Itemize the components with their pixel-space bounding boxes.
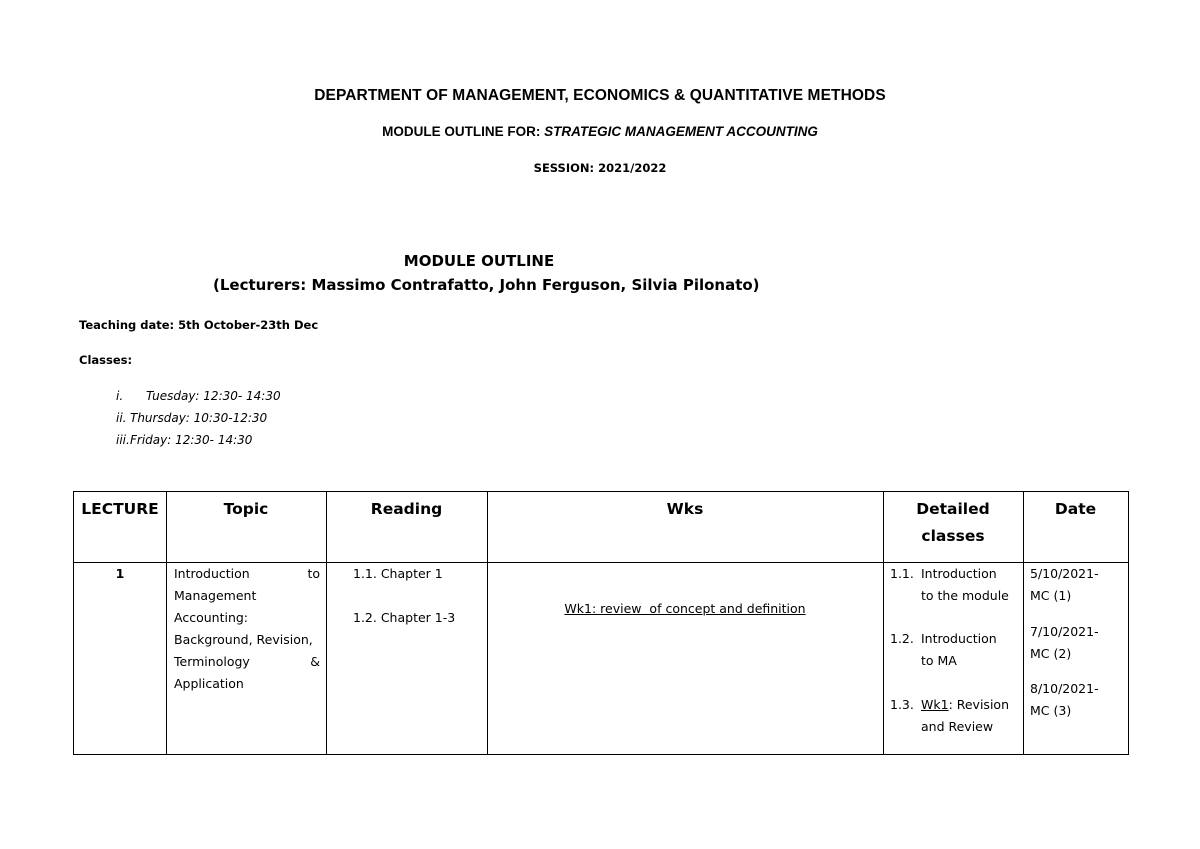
date-entry-1 <box>1030 563 1099 607</box>
class-item-1: Tuesday: 12:30- 14:30 <box>146 389 281 403</box>
topic-text: & <box>310 654 320 669</box>
teaching-date: Teaching date: 5th October-23th Dec <box>79 318 319 332</box>
detailed-class-2 <box>890 628 914 650</box>
topic-text: Terminology <box>174 654 250 669</box>
detailed-class-line <box>921 694 1009 716</box>
topic-line <box>174 563 320 585</box>
lecture-number: 1 <box>115 566 125 581</box>
class-item-1-number: i. <box>116 389 124 403</box>
class-item-3: Friday: 12:30- 14:30 <box>130 433 253 447</box>
module-for-prefix: MODULE OUTLINE FOR: <box>382 124 545 139</box>
module-table <box>73 491 1129 755</box>
class-item-2-number: ii. <box>116 411 127 425</box>
detailed-class-3 <box>890 694 914 716</box>
module-name: STRATEGIC MANAGEMENT ACCOUNTING <box>544 124 818 139</box>
detailed-class-line: Introduction <box>921 566 997 581</box>
date-line: 5/10/2021- <box>1030 566 1099 581</box>
date-line: 8/10/2021- <box>1030 681 1099 696</box>
topic-text: Introduction <box>174 566 250 581</box>
topic-line: Accounting: <box>174 610 249 625</box>
header-detailed-line1: Detailed <box>916 500 990 518</box>
header-topic: Topic <box>223 500 269 518</box>
header-reading: Reading <box>370 500 443 518</box>
detailed-class-number: 1.1. <box>890 566 914 581</box>
wk1-link[interactable]: Wk1 <box>921 697 949 712</box>
detailed-class-2-text <box>921 628 997 672</box>
topic-line <box>174 651 320 673</box>
session-label: SESSION: 2021/2022 <box>533 161 667 175</box>
class-item-2: Thursday: 10:30-12:30 <box>130 411 268 425</box>
lecturers-line: (Lecturers: Massimo Contrafatto, John Ferguson, Silvia Pilonato) <box>213 276 760 294</box>
reading-item-1: 1.1. Chapter 1 <box>353 566 443 581</box>
module-outline-title: MODULE OUTLINE <box>403 252 555 270</box>
topic-cell <box>174 563 320 695</box>
detailed-class-text: : Revision <box>948 697 1009 712</box>
detailed-class-1 <box>890 563 914 585</box>
detailed-class-number: 1.2. <box>890 631 914 646</box>
detailed-class-line: to MA <box>921 653 957 668</box>
header-date: Date <box>1054 500 1097 518</box>
topic-text: to <box>307 566 320 581</box>
detailed-class-line: to the module <box>921 588 1009 603</box>
classes-label: Classes: <box>79 353 133 367</box>
header-wks: Wks <box>666 500 704 518</box>
reading-item-2: 1.2. Chapter 1-3 <box>353 610 456 625</box>
wks-link[interactable]: Wk1: review of concept and definition <box>564 601 806 616</box>
header-lecture: LECTURE <box>81 500 159 518</box>
date-line: 7/10/2021- <box>1030 624 1099 639</box>
detailed-class-line: Introduction <box>921 631 997 646</box>
detailed-class-3-text <box>921 694 1009 738</box>
header-detailed-classes <box>883 496 1023 550</box>
topic-line: Management <box>174 588 257 603</box>
column-divider <box>166 492 167 754</box>
date-line: MC (1) <box>1030 588 1072 603</box>
column-divider <box>1023 492 1024 754</box>
class-item-3-number: iii. <box>116 433 130 447</box>
column-divider <box>326 492 327 754</box>
date-entry-3 <box>1030 678 1099 722</box>
header-detailed-line2: classes <box>921 527 985 545</box>
date-line: MC (2) <box>1030 646 1072 661</box>
date-entry-2 <box>1030 621 1099 665</box>
column-divider <box>487 492 488 754</box>
detailed-class-1-text <box>921 563 1009 607</box>
detailed-class-line: and Review <box>921 719 994 734</box>
module-outline-for <box>0 124 1200 139</box>
topic-line: Application <box>174 676 244 691</box>
topic-line: Background, Revision, <box>174 632 313 647</box>
detailed-class-number: 1.3. <box>890 697 914 712</box>
date-line: MC (3) <box>1030 703 1072 718</box>
department-title: DEPARTMENT OF MANAGEMENT, ECONOMICS & QUANTITATIVE METHODS <box>314 87 886 104</box>
